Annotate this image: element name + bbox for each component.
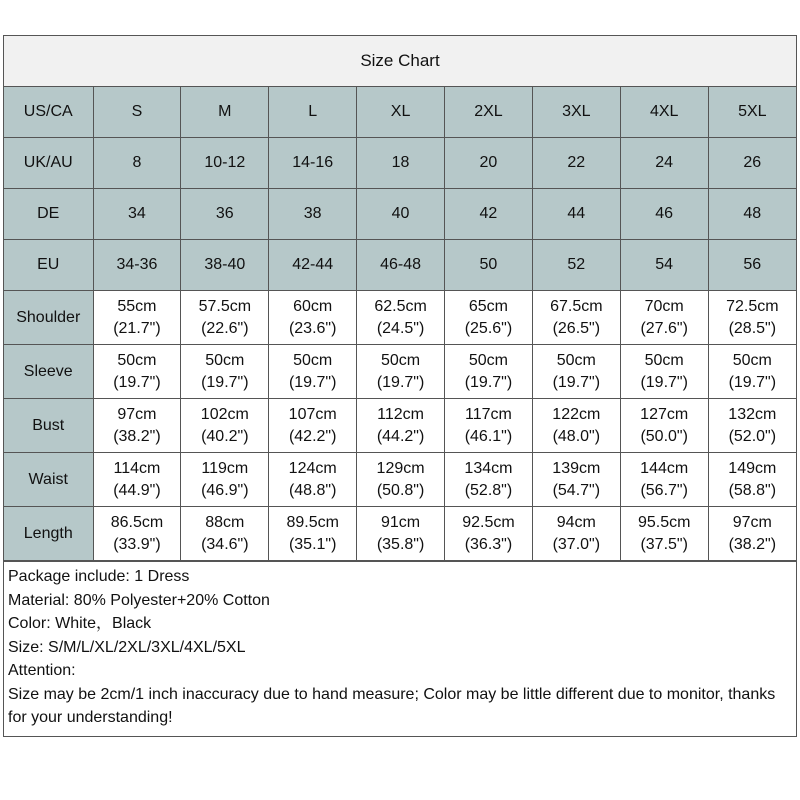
- measure-cell: [357, 291, 445, 345]
- cm-value: 107cm: [288, 405, 337, 423]
- note-attention-heading: Attention:: [8, 662, 76, 679]
- size-cell: 36: [181, 189, 269, 240]
- inch-value: (40.2"): [201, 427, 249, 445]
- cm-value: 149cm: [728, 459, 777, 477]
- inch-value: (23.6"): [288, 319, 337, 337]
- inch-value: (46.9"): [201, 481, 249, 499]
- cm-value: 89.5cm: [286, 513, 339, 531]
- measure-cell: [708, 345, 796, 399]
- cm-value: 144cm: [640, 459, 689, 477]
- size-cell: M: [181, 87, 269, 138]
- inch-value: (37.0"): [552, 535, 601, 553]
- measure-cell: [269, 399, 357, 453]
- size-cell: L: [269, 87, 357, 138]
- cm-value: 91cm: [381, 513, 421, 531]
- cm-value: 50cm: [381, 351, 421, 369]
- measure-cell: [708, 507, 796, 561]
- size-cell: 42-44: [269, 240, 357, 291]
- measure-cell: [532, 291, 620, 345]
- measure-cell: [532, 399, 620, 453]
- inch-value: (42.2"): [288, 427, 337, 445]
- size-cell: 5XL: [708, 87, 796, 138]
- inch-value: (36.3"): [464, 535, 513, 553]
- size-cell: 46-48: [357, 240, 445, 291]
- inch-value: (44.9"): [113, 481, 161, 499]
- size-cell: 42: [445, 189, 533, 240]
- cm-value: 72.5cm: [726, 297, 779, 315]
- inch-value: (44.2"): [376, 427, 425, 445]
- measure-cell: [93, 399, 181, 453]
- inch-value: (19.7"): [288, 373, 337, 391]
- inch-value: (56.7"): [640, 481, 688, 499]
- cm-value: 50cm: [468, 351, 508, 369]
- size-cell: S: [93, 87, 181, 138]
- measure-cell: [620, 453, 708, 507]
- cm-value: 92.5cm: [462, 513, 515, 531]
- cm-value: 97cm: [732, 513, 772, 531]
- size-cell: 46: [620, 189, 708, 240]
- row-label: EU: [4, 240, 93, 291]
- note-sizes: Size: S/M/L/XL/2XL/3XL/4XL/5XL: [8, 638, 246, 656]
- size-cell: 14-16: [269, 138, 357, 189]
- measure-cell: [708, 453, 796, 507]
- measure-cell: [708, 399, 796, 453]
- size-cell: 24: [620, 138, 708, 189]
- measure-cell: [93, 345, 181, 399]
- measure-cell: [269, 453, 357, 507]
- cm-value: 50cm: [644, 351, 684, 369]
- inch-value: (25.6"): [464, 319, 513, 337]
- measure-cell: [445, 399, 533, 453]
- inch-value: (22.6"): [201, 319, 249, 337]
- inch-value: (19.7"): [552, 373, 601, 391]
- notes-section: [4, 561, 796, 736]
- inch-value: (52.0"): [728, 427, 777, 445]
- inch-value: (48.0"): [552, 427, 601, 445]
- inch-value: (28.5"): [728, 319, 777, 337]
- measure-cell: [269, 345, 357, 399]
- cm-value: 97cm: [117, 405, 157, 423]
- size-row-uk-au: [4, 138, 796, 189]
- cm-value: 139cm: [552, 459, 601, 477]
- cm-value: 112cm: [377, 405, 424, 423]
- measure-cell: [357, 507, 445, 561]
- cm-value: 86.5cm: [110, 513, 164, 531]
- inch-value: (38.2"): [728, 535, 777, 553]
- size-row-us-ca: [4, 87, 796, 138]
- chart-title: Size Chart: [4, 36, 796, 87]
- measure-cell: [708, 291, 796, 345]
- size-row-eu: [4, 240, 796, 291]
- cm-value: 50cm: [205, 351, 245, 369]
- measure-cell: [181, 345, 269, 399]
- row-label: US/CA: [4, 87, 93, 138]
- measure-cell: [93, 453, 181, 507]
- inch-value: (19.7"): [201, 373, 249, 391]
- inch-value: (19.7"): [376, 373, 425, 391]
- size-cell: 20: [445, 138, 533, 189]
- measure-cell: [620, 507, 708, 561]
- measure-row-waist: [4, 453, 796, 507]
- cm-value: 60cm: [293, 297, 333, 315]
- measure-cell: [269, 507, 357, 561]
- measure-cell: [181, 291, 269, 345]
- inch-value: (33.9"): [113, 535, 161, 553]
- measure-cell: [357, 453, 445, 507]
- measure-row-sleeve: [4, 345, 796, 399]
- row-label: DE: [4, 189, 93, 240]
- size-cell: 3XL: [532, 87, 620, 138]
- size-cell: 52: [532, 240, 620, 291]
- size-row-de: [4, 189, 796, 240]
- size-cell: 26: [708, 138, 796, 189]
- inch-value: (54.7"): [552, 481, 601, 499]
- note-color: Color: White，Black: [8, 615, 152, 632]
- measure-cell: [445, 453, 533, 507]
- row-label: Sleeve: [4, 345, 93, 399]
- row-label: Length: [4, 507, 93, 561]
- cm-value: 65cm: [468, 297, 508, 315]
- cm-value: 70cm: [644, 297, 684, 315]
- size-cell: 18: [357, 138, 445, 189]
- cm-value: 127cm: [640, 405, 689, 423]
- inch-value: (19.7"): [113, 373, 161, 391]
- inch-value: (34.6"): [201, 535, 249, 553]
- inch-value: (19.7"): [728, 373, 777, 391]
- inch-value: (19.7"): [464, 373, 513, 391]
- measure-cell: [620, 399, 708, 453]
- size-chart: [3, 35, 797, 737]
- measure-cell: [445, 345, 533, 399]
- inch-value: (26.5"): [552, 319, 601, 337]
- cm-value: 94cm: [556, 513, 596, 531]
- cm-value: 62.5cm: [374, 297, 427, 315]
- cm-value: 88cm: [205, 513, 245, 531]
- cm-value: 50cm: [293, 351, 333, 369]
- row-label: Waist: [4, 453, 93, 507]
- measure-cell: [93, 291, 181, 345]
- inch-value: (50.8"): [376, 481, 425, 499]
- inch-value: (19.7"): [640, 373, 688, 391]
- inch-value: (21.7"): [113, 319, 161, 337]
- inch-value: (50.0"): [640, 427, 688, 445]
- size-cell: 54: [620, 240, 708, 291]
- inch-value: (35.8"): [376, 535, 425, 553]
- size-cell: 40: [357, 189, 445, 240]
- cm-value: 114cm: [113, 459, 161, 477]
- size-cell: 22: [532, 138, 620, 189]
- measure-cell: [181, 453, 269, 507]
- cm-value: 124cm: [288, 459, 337, 477]
- measure-cell: [181, 507, 269, 561]
- cm-value: 95.5cm: [637, 513, 691, 531]
- cm-value: 50cm: [732, 351, 772, 369]
- measure-cell: [532, 453, 620, 507]
- size-table: [4, 87, 796, 561]
- measure-row-length: [4, 507, 796, 561]
- measure-cell: [620, 345, 708, 399]
- row-label: Bust: [4, 399, 93, 453]
- measure-cell: [620, 291, 708, 345]
- inch-value: (35.1"): [288, 535, 337, 553]
- size-cell: 50: [445, 240, 533, 291]
- size-cell: 48: [708, 189, 796, 240]
- size-cell: 8: [93, 138, 181, 189]
- inch-value: (27.6"): [640, 319, 688, 337]
- row-label: Shoulder: [4, 291, 93, 345]
- measure-cell: [357, 345, 445, 399]
- inch-value: (38.2"): [113, 427, 161, 445]
- measure-cell: [181, 399, 269, 453]
- size-cell: 4XL: [620, 87, 708, 138]
- inch-value: (46.1"): [464, 427, 513, 445]
- measure-cell: [269, 291, 357, 345]
- cm-value: 134cm: [464, 459, 513, 477]
- measure-cell: [445, 507, 533, 561]
- size-cell: 38-40: [181, 240, 269, 291]
- size-cell: 38: [269, 189, 357, 240]
- measure-cell: [445, 291, 533, 345]
- note-attention-text: Size may be 2cm/1 inch inaccuracy due to hand measure; Color may be little different due to monitor, thanks for your understanding!: [8, 685, 776, 726]
- cm-value: 50cm: [117, 351, 157, 369]
- size-cell: XL: [357, 87, 445, 138]
- measure-cell: [532, 507, 620, 561]
- cm-value: 129cm: [376, 459, 425, 477]
- size-cell: 34: [93, 189, 181, 240]
- measure-row-bust: [4, 399, 796, 453]
- size-cell: 34-36: [93, 240, 181, 291]
- cm-value: 50cm: [556, 351, 596, 369]
- size-cell: 2XL: [445, 87, 533, 138]
- inch-value: (24.5"): [376, 319, 425, 337]
- note-package: Package include: 1 Dress: [8, 568, 190, 585]
- cm-value: 119cm: [201, 459, 249, 477]
- measure-cell: [93, 507, 181, 561]
- cm-value: 57.5cm: [198, 297, 252, 315]
- cm-value: 122cm: [552, 405, 601, 423]
- note-material: Material: 80% Polyester+20% Cotton: [8, 591, 270, 609]
- inch-value: (48.8"): [288, 481, 337, 499]
- cm-value: 102cm: [200, 405, 249, 423]
- cm-value: 117cm: [465, 405, 512, 423]
- inch-value: (52.8"): [464, 481, 513, 499]
- cm-value: 67.5cm: [550, 297, 603, 315]
- measure-cell: [357, 399, 445, 453]
- row-label: UK/AU: [4, 138, 93, 189]
- cm-value: 55cm: [117, 297, 157, 315]
- measure-row-shoulder: [4, 291, 796, 345]
- inch-value: (37.5"): [640, 535, 688, 553]
- cm-value: 132cm: [728, 405, 777, 423]
- inch-value: (58.8"): [728, 481, 777, 499]
- size-cell: 10-12: [181, 138, 269, 189]
- size-cell: 44: [532, 189, 620, 240]
- size-cell: 56: [708, 240, 796, 291]
- measure-cell: [532, 345, 620, 399]
